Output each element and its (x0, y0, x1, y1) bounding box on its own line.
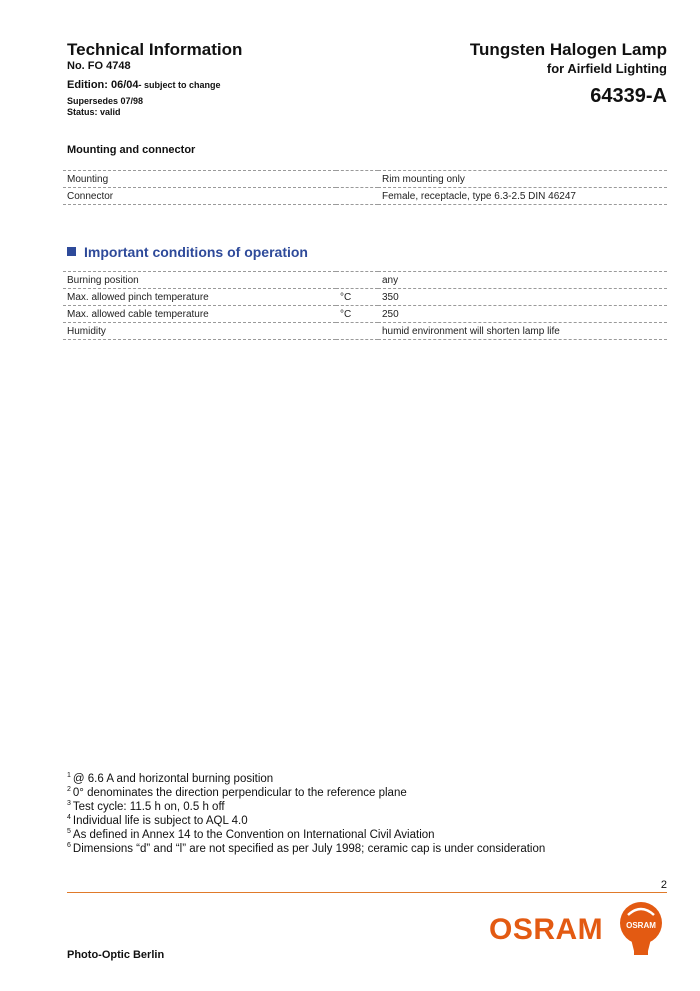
operation-section-title (67, 244, 308, 260)
table-row (63, 171, 667, 188)
product-code: 64339-A (590, 85, 667, 107)
row-label: Max. allowed cable temperature (63, 306, 336, 323)
status: Status: valid (67, 107, 121, 117)
edition (67, 79, 221, 91)
doc-number: No. FO 4748 (67, 60, 131, 72)
footnote-number: 3 (67, 800, 71, 807)
footnote (67, 772, 545, 786)
table-row (63, 272, 667, 289)
footnote-text: @ 6.6 A and horizontal burning position (72, 773, 274, 785)
bullet-square-icon (67, 247, 76, 256)
doc-title: Technical Information (67, 40, 243, 59)
table-row (63, 188, 667, 205)
osram-logo-text: OSRAM (489, 913, 604, 946)
osram-bulb-logo-icon (616, 901, 666, 959)
page-number: 2 (660, 879, 667, 891)
footnote (67, 800, 545, 814)
footnote (67, 814, 545, 828)
row-value: humid environment will shorten lamp life (378, 323, 667, 340)
mounting-table (63, 170, 667, 205)
row-unit (336, 171, 378, 188)
product-name: Tungsten Halogen Lamp (469, 40, 667, 59)
footer-divider (67, 892, 667, 893)
footnote-text: Dimensions “d” and “l” are not specified as per July 1998; ceramic cap is under consideration (72, 843, 546, 855)
footnote-number: 2 (67, 786, 71, 793)
footnote-number: 5 (67, 828, 71, 835)
footnote (67, 842, 545, 856)
row-unit: °C (336, 289, 378, 306)
row-value: Rim mounting only (378, 171, 667, 188)
row-unit (336, 323, 378, 340)
footnote (67, 786, 545, 800)
footer-text: Photo-Optic Berlin (67, 949, 165, 961)
footnote-number: 4 (67, 814, 71, 821)
row-unit: °C (336, 306, 378, 323)
table-row (63, 289, 667, 306)
row-label: Connector (63, 188, 336, 205)
edition-label: Edition: 06/04 (67, 79, 139, 91)
edition-note: - subject to change (138, 80, 221, 90)
product-subtitle: for Airfield Lighting (546, 61, 667, 76)
footnote-text: 0° denominates the direction perpendicular to the reference plane (72, 787, 407, 799)
row-value: any (378, 272, 667, 289)
table-row (63, 306, 667, 323)
footnote-text: Individual life is subject to AQL 4.0 (72, 815, 248, 827)
footnote-number: 6 (67, 842, 71, 849)
bulb-logo-text: OSRAM (626, 921, 656, 930)
row-value: 250 (378, 306, 667, 323)
row-label: Burning position (63, 272, 336, 289)
row-label: Max. allowed pinch temperature (63, 289, 336, 306)
footnotes (67, 772, 545, 856)
operation-title-text: Important conditions of operation (84, 244, 308, 260)
supersedes: Supersedes 07/98 (67, 96, 144, 106)
row-value: Female, receptacle, type 6.3-2.5 DIN 46247 (378, 188, 667, 205)
row-unit (336, 272, 378, 289)
mounting-section-title: Mounting and connector (67, 144, 196, 156)
row-label: Mounting (63, 171, 336, 188)
row-unit (336, 188, 378, 205)
footnote (67, 828, 545, 842)
operation-table (63, 271, 667, 340)
table-row (63, 323, 667, 340)
row-value: 350 (378, 289, 667, 306)
footnote-text: Test cycle: 11.5 h on, 0.5 h off (72, 801, 225, 813)
footnote-text: As defined in Annex 14 to the Convention on International Civil Aviation (72, 829, 435, 841)
row-label: Humidity (63, 323, 336, 340)
footnote-number: 1 (67, 772, 71, 779)
